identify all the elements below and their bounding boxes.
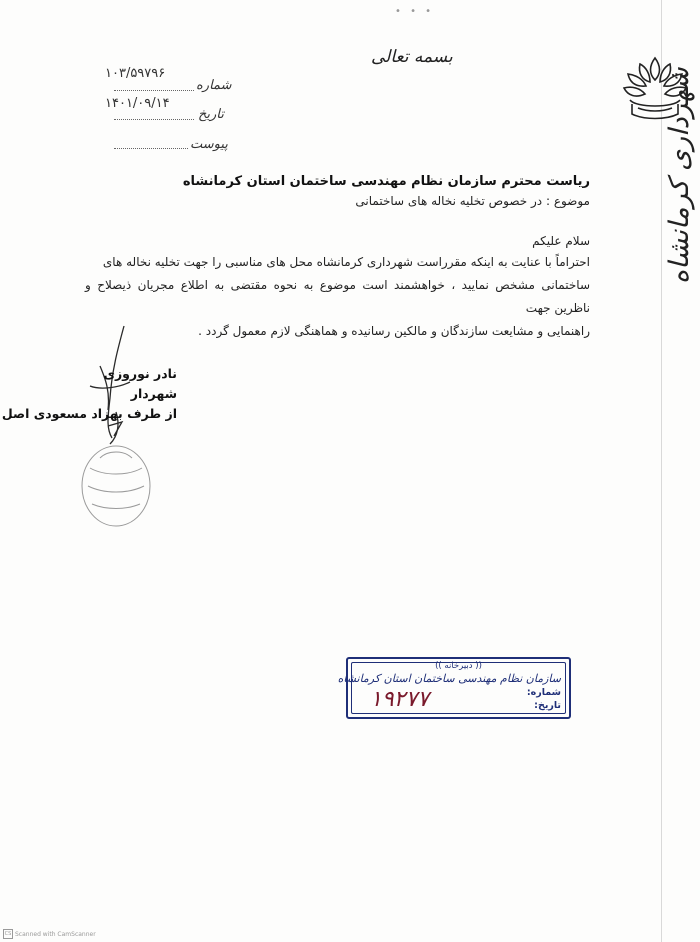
- letter-attachment-line: [114, 147, 188, 149]
- signature-block: [1, 364, 177, 424]
- letter-date-label: تاریخ: [198, 107, 224, 122]
- signer-title: شهردار: [130, 386, 177, 401]
- handwritten-signature: [60, 318, 180, 538]
- subject-line: موضوع : در خصوص تخلیه نخاله های ساختمانی: [355, 194, 590, 208]
- stamp-organization: سازمان نظام مهندسی ساختمان استان کرمانشاه: [337, 672, 561, 685]
- signer-name: نادر نوروزی: [103, 366, 177, 381]
- letter-body-line: راهنمایی و مشایعت سازندگان و مالکین رسانیده و هماهنگی لازم معمول گردد .: [198, 324, 590, 338]
- secretariat-stamp: [337, 657, 571, 719]
- page-fold-line: [661, 0, 662, 942]
- signer-on-behalf: از طرف بهزاد مسعودی اصل: [1, 406, 177, 421]
- top-mark: • • •: [395, 6, 435, 17]
- letter-date-line: [114, 118, 194, 120]
- stamp-registered-number: ۱۹۲۷۷: [370, 687, 430, 712]
- letter-number-line: [114, 89, 194, 91]
- letter-body-line: ساختمانی مشخص نمایید ، خواهشمند است موضوع به نحوه مقتضی به اطلاع مجریان ذیصلاح و ناظرین جهت: [85, 278, 590, 315]
- scanner-watermark: [3, 929, 96, 939]
- letter-body-line: احتراماً با عنایت به اینکه مقرراست شهرداری کرمانشاه محل های مناسبی را جهت تخلیه نخاله های: [102, 255, 590, 269]
- recipient-line: ریاست محترم سازمان نظام مهندسی ساختمان استان کرمانشاه: [182, 174, 590, 189]
- letter-date-value: ۱۴۰۱/۰۹/۱۴: [105, 96, 170, 111]
- letter-attachment-label: پیوست: [190, 137, 228, 152]
- letter-number-value: ۱۰۳/۵۹۷۹۶: [105, 66, 166, 81]
- greeting-line: سلام علیکم: [532, 234, 590, 248]
- letter-number-label: شماره: [196, 78, 232, 93]
- bismillah-heading: بسمه تعالی: [371, 47, 453, 67]
- camscanner-icon: CS: [4, 931, 12, 937]
- stamp-title: (( دبیرخانه )): [435, 661, 482, 671]
- municipality-name-caption: شهرداری کرمانشاه: [664, 67, 695, 284]
- scanner-text: Scanned with CamScanner: [15, 930, 96, 938]
- stamp-number-label: شماره:: [526, 687, 561, 698]
- stamp-date-label: تاریخ:: [534, 700, 561, 711]
